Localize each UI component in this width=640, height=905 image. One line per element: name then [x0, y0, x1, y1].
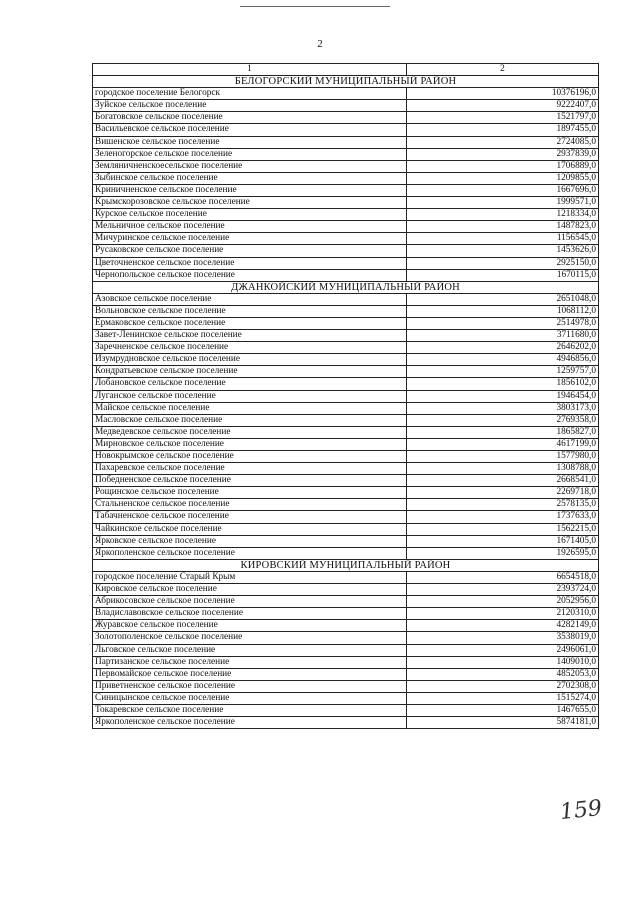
settlement-name: Табачненское сельское поселение [93, 511, 407, 523]
table-row [93, 438, 599, 450]
settlement-name: Завет-Ленинское сельское поселение [93, 330, 407, 342]
table-row [93, 692, 599, 704]
settlement-name: Зуйское сельское поселение [93, 100, 407, 112]
amount-value: 4852053,0 [407, 668, 599, 680]
table-row [93, 680, 599, 692]
amount-value: 1577980,0 [407, 451, 599, 463]
settlement-name: Курское сельское поселение [93, 209, 407, 221]
table-row [93, 487, 599, 499]
settlement-name: Мельничное сельское поселение [93, 221, 407, 233]
settlement-name: Заречненское сельское поселение [93, 342, 407, 354]
amount-value: 1667696,0 [407, 184, 599, 196]
table-row [93, 172, 599, 184]
table-row [93, 414, 599, 426]
settlement-name: Победненское сельское поселение [93, 475, 407, 487]
amount-value: 3803173,0 [407, 402, 599, 414]
table-row [93, 378, 599, 390]
amount-value: 2937839,0 [407, 148, 599, 160]
table-row [93, 644, 599, 656]
table-row [93, 511, 599, 523]
amount-value: 4946856,0 [407, 354, 599, 366]
settlement-name: Изумрудновское сельское поселение [93, 354, 407, 366]
amount-value: 1999571,0 [407, 197, 599, 209]
table-row [93, 717, 599, 729]
settlement-name: городское поселение Старый Крым [93, 571, 407, 583]
table-row [93, 245, 599, 257]
table-row [93, 197, 599, 209]
amount-value: 10376196,0 [407, 88, 599, 100]
column-header-2: 2 [407, 64, 599, 76]
amount-value: 3711680,0 [407, 330, 599, 342]
settlement-name: Мирновское сельское поселение [93, 438, 407, 450]
settlement-name: Зеленогорское сельское поселение [93, 148, 407, 160]
settlement-name: Владиславовское сельское поселение [93, 608, 407, 620]
settlement-name: Азовское сельское поселение [93, 293, 407, 305]
table-row [93, 305, 599, 317]
table-row [93, 704, 599, 716]
amount-value: 2646202,0 [407, 342, 599, 354]
amount-value: 2052956,0 [407, 596, 599, 608]
settlement-name: Криничненское сельское поселение [93, 184, 407, 196]
settlement-name: Яркополенское сельское поселение [93, 547, 407, 559]
settlement-name: Ермаковское сельское поселение [93, 317, 407, 329]
table-row [93, 620, 599, 632]
table-body [93, 76, 599, 729]
settlement-name: Чернопольское сельское поселение [93, 269, 407, 281]
amount-value: 3538019,0 [407, 632, 599, 644]
settlement-name: Пахаревское сельское поселение [93, 463, 407, 475]
table-row [93, 124, 599, 136]
amount-value: 2702308,0 [407, 680, 599, 692]
table-row [93, 668, 599, 680]
amount-value: 2769358,0 [407, 414, 599, 426]
amount-value: 1409010,0 [407, 656, 599, 668]
section-title: КИРОВСКИЙ МУНИЦИПАЛЬНЫЙ РАЙОН [93, 559, 599, 571]
table-row [93, 475, 599, 487]
settlement-name: Льговское сельское поселение [93, 644, 407, 656]
settlement-name: Земляничненскоесельское поселение [93, 160, 407, 172]
settlement-name: Журавское сельское поселение [93, 620, 407, 632]
table-row [93, 293, 599, 305]
settlement-name: Лобановское сельское поселение [93, 378, 407, 390]
page-number: 2 [317, 38, 323, 50]
table-row [93, 342, 599, 354]
table-row [93, 608, 599, 620]
table-row [93, 317, 599, 329]
settlement-name: Русаковское сельское поселение [93, 245, 407, 257]
settlement-name: Ярковское сельское поселение [93, 535, 407, 547]
table-row [93, 535, 599, 547]
settlement-name: Цветочненское сельское поселение [93, 257, 407, 269]
table-row [93, 88, 599, 100]
amount-value: 1670115,0 [407, 269, 599, 281]
budget-table [92, 63, 599, 729]
amount-value: 9222407,0 [407, 100, 599, 112]
table-row [93, 257, 599, 269]
settlement-name: Васильевское сельское поселение [93, 124, 407, 136]
table-row [93, 451, 599, 463]
amount-value: 2393724,0 [407, 584, 599, 596]
amount-value: 1926595,0 [407, 547, 599, 559]
amount-value: 1856102,0 [407, 378, 599, 390]
settlement-name: Мичуринское сельское поселение [93, 233, 407, 245]
settlement-name: Медведевское сельское поселение [93, 426, 407, 438]
table-row [93, 632, 599, 644]
table-row [93, 112, 599, 124]
amount-value: 1946454,0 [407, 390, 599, 402]
amount-value: 1562215,0 [407, 523, 599, 535]
settlement-name: Крымскорозовское сельское поселение [93, 197, 407, 209]
amount-value: 1487823,0 [407, 221, 599, 233]
amount-value: 2496061,0 [407, 644, 599, 656]
settlement-name: Зыбинское сельское поселение [93, 172, 407, 184]
table-row [93, 402, 599, 414]
section-header-row [93, 281, 599, 293]
settlement-name: Луганское сельское поселение [93, 390, 407, 402]
settlement-name: городское поселение Белогорск [93, 88, 407, 100]
amount-value: 1521797,0 [407, 112, 599, 124]
table-row [93, 100, 599, 112]
amount-value: 1308788,0 [407, 463, 599, 475]
settlement-name: Стальненское сельское поселение [93, 499, 407, 511]
amount-value: 2269718,0 [407, 487, 599, 499]
settlement-name: Рощинское сельское поселение [93, 487, 407, 499]
amount-value: 1515274,0 [407, 692, 599, 704]
table-row [93, 233, 599, 245]
table-row [93, 330, 599, 342]
section-title: БЕЛОГОРСКИЙ МУНИЦИПАЛЬНЫЙ РАЙОН [93, 76, 599, 88]
table-row [93, 209, 599, 221]
amount-value: 2724085,0 [407, 136, 599, 148]
amount-value: 1467655,0 [407, 704, 599, 716]
amount-value: 4617199,0 [407, 438, 599, 450]
settlement-name: Чайкинское сельское поселение [93, 523, 407, 535]
amount-value: 1706889,0 [407, 160, 599, 172]
table-row [93, 366, 599, 378]
amount-value: 1671405,0 [407, 535, 599, 547]
settlement-name: Приветненское сельское поселение [93, 680, 407, 692]
amount-value: 5874181,0 [407, 717, 599, 729]
settlement-name: Богатовское сельское поселение [93, 112, 407, 124]
column-header-row [93, 64, 599, 76]
amount-value: 2668541,0 [407, 475, 599, 487]
amount-value: 2578135,0 [407, 499, 599, 511]
table-row [93, 136, 599, 148]
table-row [93, 463, 599, 475]
settlement-name: Вишенское сельское поселение [93, 136, 407, 148]
table-row [93, 148, 599, 160]
amount-value: 2120310,0 [407, 608, 599, 620]
amount-value: 1068112,0 [407, 305, 599, 317]
top-rule [240, 6, 390, 7]
table-row [93, 584, 599, 596]
settlement-name: Вольновское сельское поселение [93, 305, 407, 317]
settlement-name: Яркополенское сельское поселение [93, 717, 407, 729]
table-row [93, 656, 599, 668]
section-title: ДЖАНКОЙСКИЙ МУНИЦИПАЛЬНЫЙ РАЙОН [93, 281, 599, 293]
table-row [93, 269, 599, 281]
table-row [93, 184, 599, 196]
table-row [93, 596, 599, 608]
amount-value: 1453626,0 [407, 245, 599, 257]
handwritten-sheet-number: 159 [558, 795, 604, 826]
table-row [93, 426, 599, 438]
settlement-name: Новокрымское сельское поселение [93, 451, 407, 463]
table-row [93, 523, 599, 535]
settlement-name: Токаревское сельское поселение [93, 704, 407, 716]
amount-value: 1218334,0 [407, 209, 599, 221]
amount-value: 6654518,0 [407, 571, 599, 583]
table-row [93, 160, 599, 172]
settlement-name: Кондратьевское сельское поселение [93, 366, 407, 378]
settlement-name: Масловское сельское поселение [93, 414, 407, 426]
amount-value: 1737633,0 [407, 511, 599, 523]
column-header-1: 1 [93, 64, 407, 76]
table-row [93, 221, 599, 233]
table-row [93, 571, 599, 583]
settlement-name: Золотополенское сельское поселение [93, 632, 407, 644]
amount-value: 1156545,0 [407, 233, 599, 245]
table-row [93, 499, 599, 511]
amount-value: 2651048,0 [407, 293, 599, 305]
table-row [93, 390, 599, 402]
amount-value: 1865827,0 [407, 426, 599, 438]
settlement-name: Синицынское сельское поселение [93, 692, 407, 704]
section-header-row [93, 559, 599, 571]
amount-value: 2925150,0 [407, 257, 599, 269]
table-row [93, 354, 599, 366]
section-header-row [93, 76, 599, 88]
settlement-name: Первомайское сельское поселение [93, 668, 407, 680]
table-row [93, 547, 599, 559]
settlement-name: Кировское сельское поселение [93, 584, 407, 596]
amount-value: 1259757,0 [407, 366, 599, 378]
amount-value: 4282149,0 [407, 620, 599, 632]
settlement-name: Партизанское сельское поселение [93, 656, 407, 668]
amount-value: 2514978,0 [407, 317, 599, 329]
settlement-name: Майское сельское поселение [93, 402, 407, 414]
amount-value: 1209855,0 [407, 172, 599, 184]
amount-value: 1897455,0 [407, 124, 599, 136]
settlement-name: Абрикосовское сельское поселение [93, 596, 407, 608]
